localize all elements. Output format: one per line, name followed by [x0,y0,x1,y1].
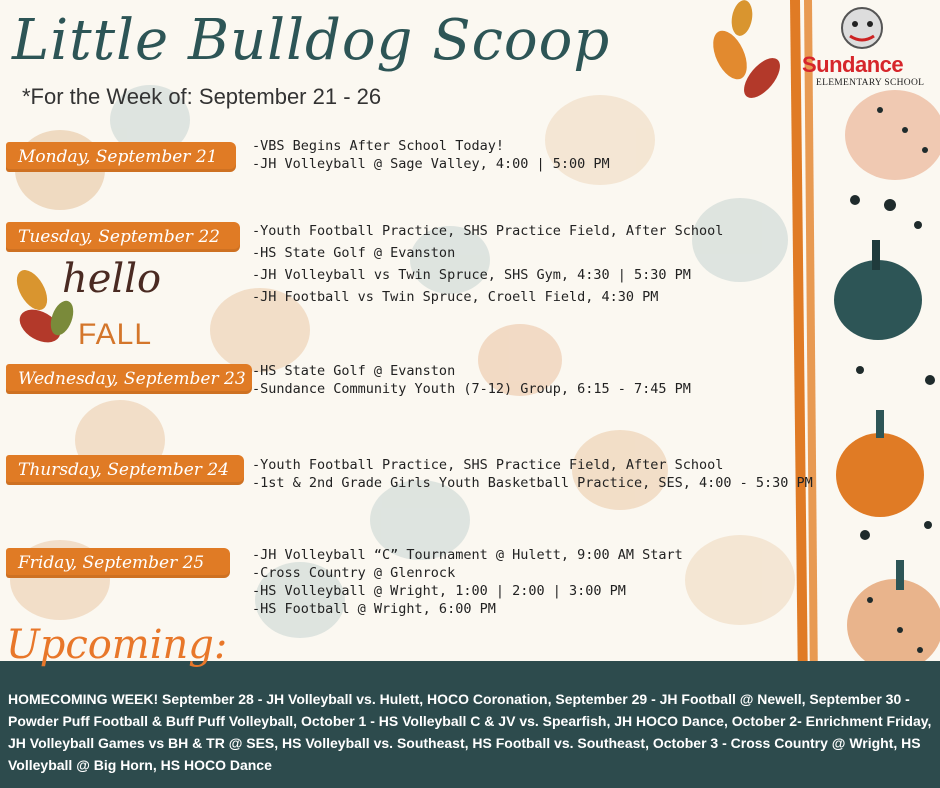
event-item: -Youth Football Practice, SHS Practice Field, After School [252,223,724,239]
school-logo-sub: ELEMENTARY SCHOOL [816,78,925,88]
upcoming-text: HOMECOMING WEEK! September 28 - JH Volleyball vs. Hulett, HOCO Coronation, September 29 - JH Football @ Newell, September 30 - Powder Puff Football & Buff Puff Volleyball, October 1 - HS Volleyball C & JV vs. Spearfish, JH HOCO Dance, October 2- Enrichment Friday, JH Volleyball Games vs BH & TR @ SES, HS Volleyball vs. Southeast, HS Football vs. Southeast, October 3 - Cross Country @ Wright, HS Volleyball @ Big Horn, HS HOCO Dance [8,691,932,773]
event-item: -HS Football @ Wright, 6:00 PM [252,601,496,617]
day-banner-wednesday: Wednesday, September 23 [6,364,252,394]
event-item: -HS Volleyball @ Wright, 1:00 | 2:00 | 3:00 PM [252,583,626,599]
event-item: -HS State Golf @ Evanston [252,245,456,261]
events-thursday [252,456,813,492]
event-item: -Cross Country @ Glenrock [252,565,456,581]
hello-text: hello [62,256,162,302]
event-item: -JH Volleyball @ Sage Valley, 4:00 | 5:00 PM [252,156,610,172]
day-banner-friday: Friday, September 25 [6,548,230,578]
events-friday [252,546,683,618]
event-item: -JH Volleyball “C” Tournament @ Hulett, 9:00 AM Start [252,547,683,563]
events-wednesday [252,362,691,398]
page-title: Little Bulldog Scoop [12,8,611,73]
day-banner-thursday: Thursday, September 24 [6,455,244,485]
event-item: -1st & 2nd Grade Girls Youth Basketball Practice, SES, 4:00 - 5:30 PM [252,475,813,491]
day-banner-monday: Monday, September 21 [6,142,236,172]
day-banner-tuesday: Tuesday, September 22 [6,222,240,252]
event-item: -JH Football vs Twin Spruce, Croell Field, 4:30 PM [252,289,659,305]
event-item: -Youth Football Practice, SHS Practice Field, After School [252,457,724,473]
event-item: -HS State Golf @ Evanston [252,363,456,379]
event-item: -VBS Begins After School Today! [252,138,504,154]
events-monday [252,137,610,173]
school-logo-name: Sundance [802,52,904,77]
event-item: -JH Volleyball vs Twin Spruce, SHS Gym, 4:30 | 5:30 PM [252,267,691,283]
upcoming-title: Upcoming: [6,622,228,668]
events-tuesday [252,220,723,308]
fall-text: FALL [78,318,153,351]
event-item: -Sundance Community Youth (7-12) Group, 6:15 - 7:45 PM [252,381,691,397]
week-subtitle: *For the Week of: September 21 - 26 [22,84,382,109]
